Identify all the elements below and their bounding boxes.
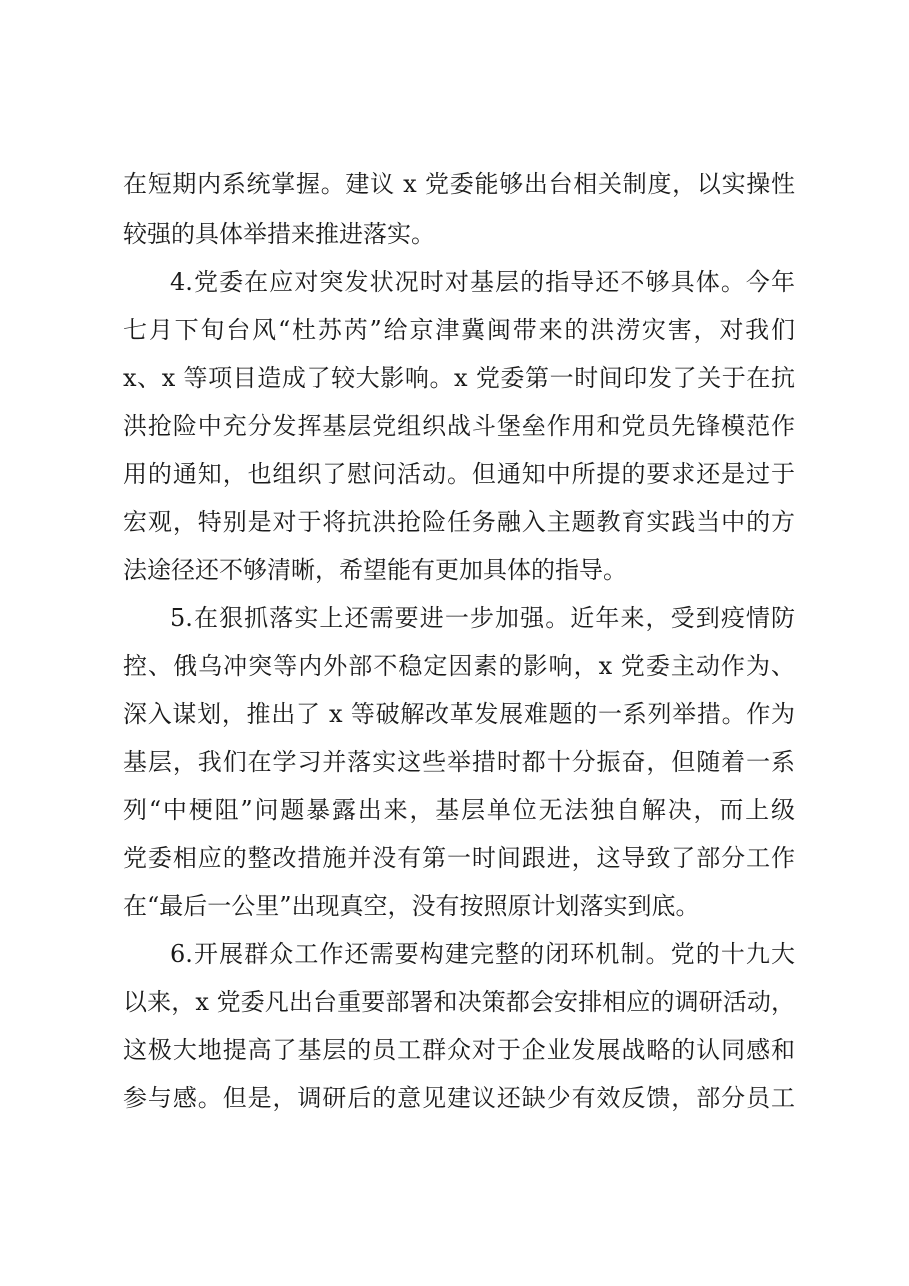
text-line: 列“中梗阻”问题暴露出来，基层单位无法独自解决，而上级 [123,796,795,824]
text-line: 较强的具体举措来推进落实。 [123,220,435,248]
text-line: 深入谋划，推出了 x 等破解改革发展难题的一系列举措。作为 [123,700,795,728]
paragraph-start-line: 5.在狠抓落实上还需要进一步加强。近年来，受到疫情防 [170,604,795,632]
text-line: 控、俄乌冲突等内外部不稳定因素的影响，x 党委主动作为、 [123,652,795,680]
paragraph-start-line: 4.党委在应对突发状况时对基层的指导还不够具体。今年 [170,268,795,296]
text-line: 以来，x 党委凡出台重要部署和决策都会安排相应的调研活动， [123,988,795,1016]
text-line: 党委相应的整改措施并没有第一时间跟进，这导致了部分工作 [123,844,795,872]
text-line: 这极大地提高了基层的员工群众对于企业发展战略的认同感和 [123,1036,795,1064]
paragraph-start-line: 6.开展群众工作还需要构建完整的闭环机制。党的十九大 [170,940,795,968]
text-line: 在短期内系统掌握。建议 x 党委能够出台相关制度，以实操性 [123,170,795,198]
text-line: 宏观，特别是对于将抗洪抢险任务融入主题教育实践当中的方 [123,508,795,536]
text-line: 七月下旬台风“杜苏芮”给京津冀闽带来的洪涝灾害，对我们 [123,316,795,344]
text-line: 在“最后一公里”出现真空，没有按照原计划落实到底。 [123,892,700,920]
text-line: 法途径还不够清晰，希望能有更加具体的指导。 [123,556,627,584]
text-line: 参与感。但是，调研后的意见建议还缺少有效反馈，部分员工 [123,1084,795,1112]
text-line: 基层，我们在学习并落实这些举措时都十分振奋，但随着一系 [123,748,795,776]
text-line: 洪抢险中充分发挥基层党组织战斗堡垒作用和党员先锋模范作 [123,412,795,440]
text-line: x、x 等项目造成了较大影响。x 党委第一时间印发了关于在抗 [123,364,795,392]
text-line: 用的通知，也组织了慰问活动。但通知中所提的要求还是过于 [123,460,795,488]
